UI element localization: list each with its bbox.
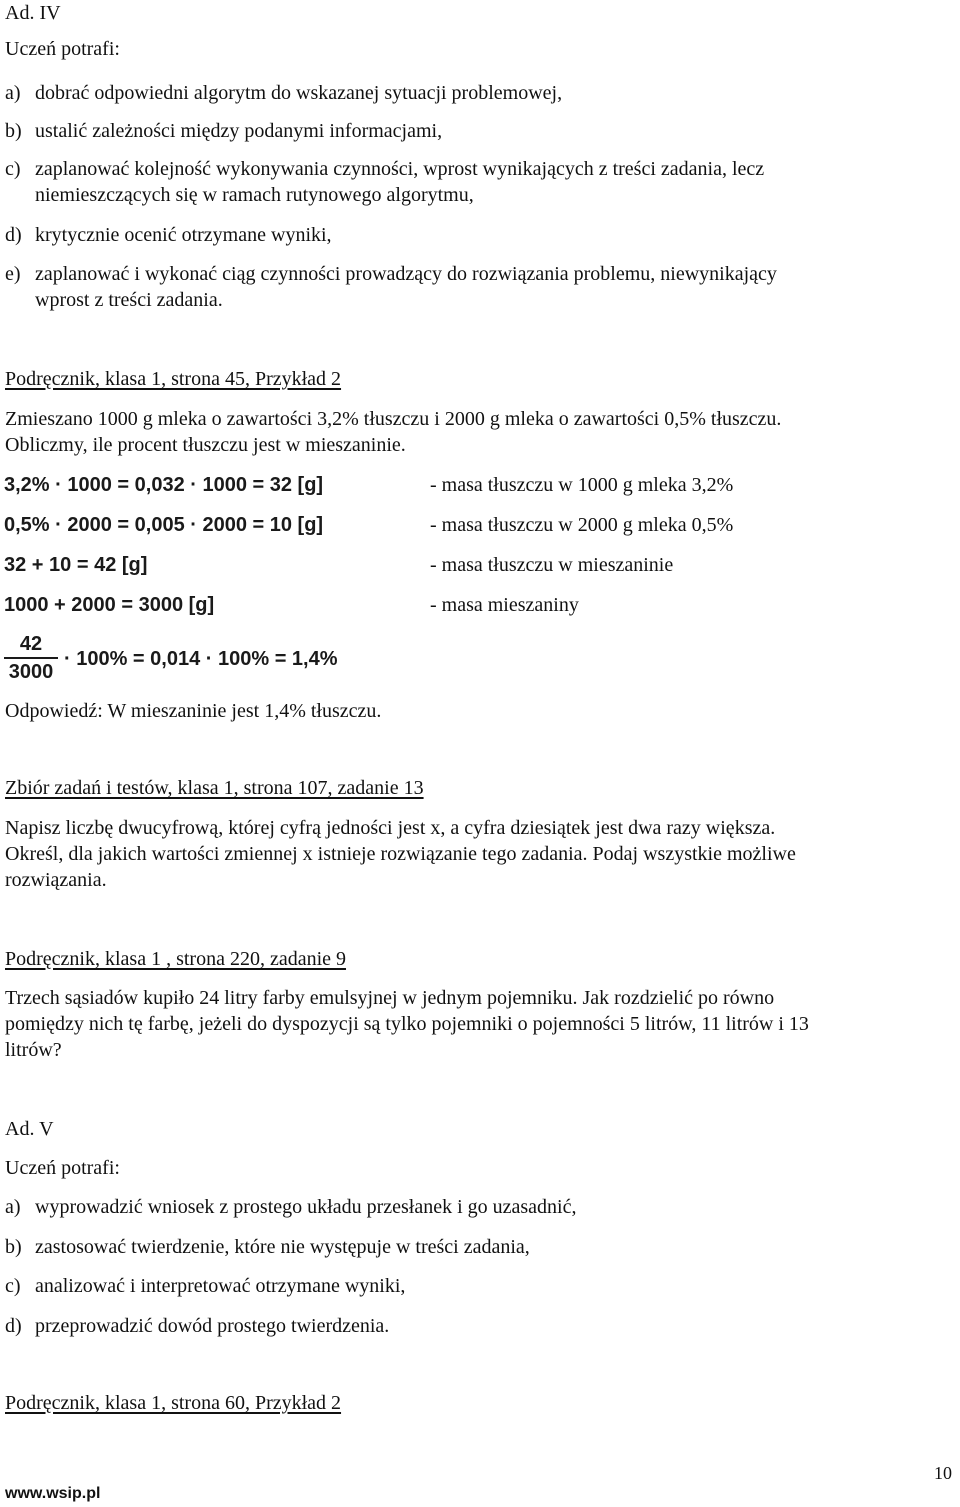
exercise-text-cont: litrów? xyxy=(5,1039,62,1061)
exercise-text-cont: Określ, dla jakich wartości zmiennej x istnieje rozwiązanie tego zadania. Podaj wszystkie możliwe xyxy=(5,843,796,865)
list-item-label: d) xyxy=(5,1315,22,1337)
problem-text: Zmieszano 1000 g mleka o zawartości 3,2% tłuszczu i 2000 g mleka o zawartości 0,5% tłuszczu. xyxy=(5,408,782,430)
problem-text-cont: Obliczmy, ile procent tłuszczu jest w mieszaninie. xyxy=(5,434,406,456)
reference-link-exercise-3: Podręcznik, klasa 1 , strona 220, zadanie 9 xyxy=(5,948,347,970)
section-heading-ad-iv: Ad. IV xyxy=(5,2,61,24)
list-item-text: zaplanować kolejność wykonywania czynności, wprost wynikających z treści zadania, lecz xyxy=(35,158,765,180)
fraction-denominator: 3000 xyxy=(8,661,54,683)
list-item-text: zastosować twierdzenie, które nie występuje w treści zadania, xyxy=(35,1236,530,1258)
formula-step-3: 32 + 10 = 42 [g] xyxy=(4,554,148,576)
list-item-label: e) xyxy=(5,263,21,285)
exercise-text-cont: rozwiązania. xyxy=(5,869,107,891)
list-item-label: c) xyxy=(5,1275,21,1297)
list-item-text: przeprowadzić dowód prostego twierdzenia. xyxy=(35,1315,390,1337)
list-item-text: analizować i interpretować otrzymane wyniki, xyxy=(35,1275,406,1297)
fraction xyxy=(4,632,58,684)
formula-note-2: - masa tłuszczu w 2000 g mleka 0,5% xyxy=(430,514,734,536)
section-intro: Uczeń potrafi: xyxy=(5,1157,120,1179)
reference-link-example-1: Podręcznik, klasa 1, strona 45, Przykład 2 xyxy=(5,368,342,390)
list-item-label: d) xyxy=(5,224,22,246)
footer-site: www.wsip.pl xyxy=(5,1485,101,1502)
list-item-label: c) xyxy=(5,158,21,180)
list-item-text-cont: niemieszczących się w ramach rutynowego algorytmu, xyxy=(35,184,474,206)
formula-step-1: 3,2% · 1000 = 0,032 · 1000 = 32 [g] xyxy=(4,474,324,496)
formula-note-3: - masa tłuszczu w mieszaninie xyxy=(430,554,674,576)
fraction-numerator: 42 xyxy=(19,633,43,655)
list-item-label: a) xyxy=(5,1196,21,1218)
list-item-label: b) xyxy=(5,120,22,142)
formula-step-5: · 100% = 0,014 · 100% = 1,4% xyxy=(64,648,338,670)
formula-note-1: - masa tłuszczu w 1000 g mleka 3,2% xyxy=(430,474,734,496)
exercise-text-cont: pomiędzy nich tę farbę, jeżeli do dyspozycji są tylko pojemniki o pojemności 5 litrów, 11 litrów i 13 xyxy=(5,1013,809,1035)
list-item-text: zaplanować i wykonać ciąg czynności prowadzący do rozwiązania problemu, niewynikający xyxy=(35,263,777,285)
formula-step-4: 1000 + 2000 = 3000 [g] xyxy=(4,594,215,616)
list-item-text: wyprowadzić wniosek z prostego układu przesłanek i go uzasadnić, xyxy=(35,1196,577,1218)
list-item-text: krytycznie ocenić otrzymane wyniki, xyxy=(35,224,332,246)
page-number: 10 xyxy=(934,1463,952,1483)
section-heading-ad-v: Ad. V xyxy=(5,1118,54,1140)
list-item-text: dobrać odpowiedni algorytm do wskazanej sytuacji problemowej, xyxy=(35,82,563,104)
list-item-label: b) xyxy=(5,1236,22,1258)
exercise-text: Trzech sąsiadów kupiło 24 litry farby emulsyjnej w jednym pojemniku. Jak rozdzielić po równo xyxy=(5,987,775,1009)
reference-link-example-2: Podręcznik, klasa 1, strona 60, Przykład 2 xyxy=(5,1392,342,1414)
section-intro: Uczeń potrafi: xyxy=(5,38,120,60)
exercise-text: Napisz liczbę dwucyfrową, której cyfrą jedności jest x, a cyfra dziesiątek jest dwa razy większa. xyxy=(5,817,776,839)
fraction-bar xyxy=(4,657,58,659)
list-item-text: ustalić zależności między podanymi informacjami, xyxy=(35,120,443,142)
formula-step-2: 0,5% · 2000 = 0,005 · 2000 = 10 [g] xyxy=(4,514,324,536)
answer-text: Odpowiedź: W mieszaninie jest 1,4% tłuszczu. xyxy=(5,700,382,722)
formula-note-4: - masa mieszaniny xyxy=(430,594,579,616)
reference-link-exercise-2: Zbiór zadań i testów, klasa 1, strona 107, zadanie 13 xyxy=(5,777,424,799)
list-item-text-cont: wprost z treści zadania. xyxy=(35,289,223,311)
list-item-label: a) xyxy=(5,82,21,104)
